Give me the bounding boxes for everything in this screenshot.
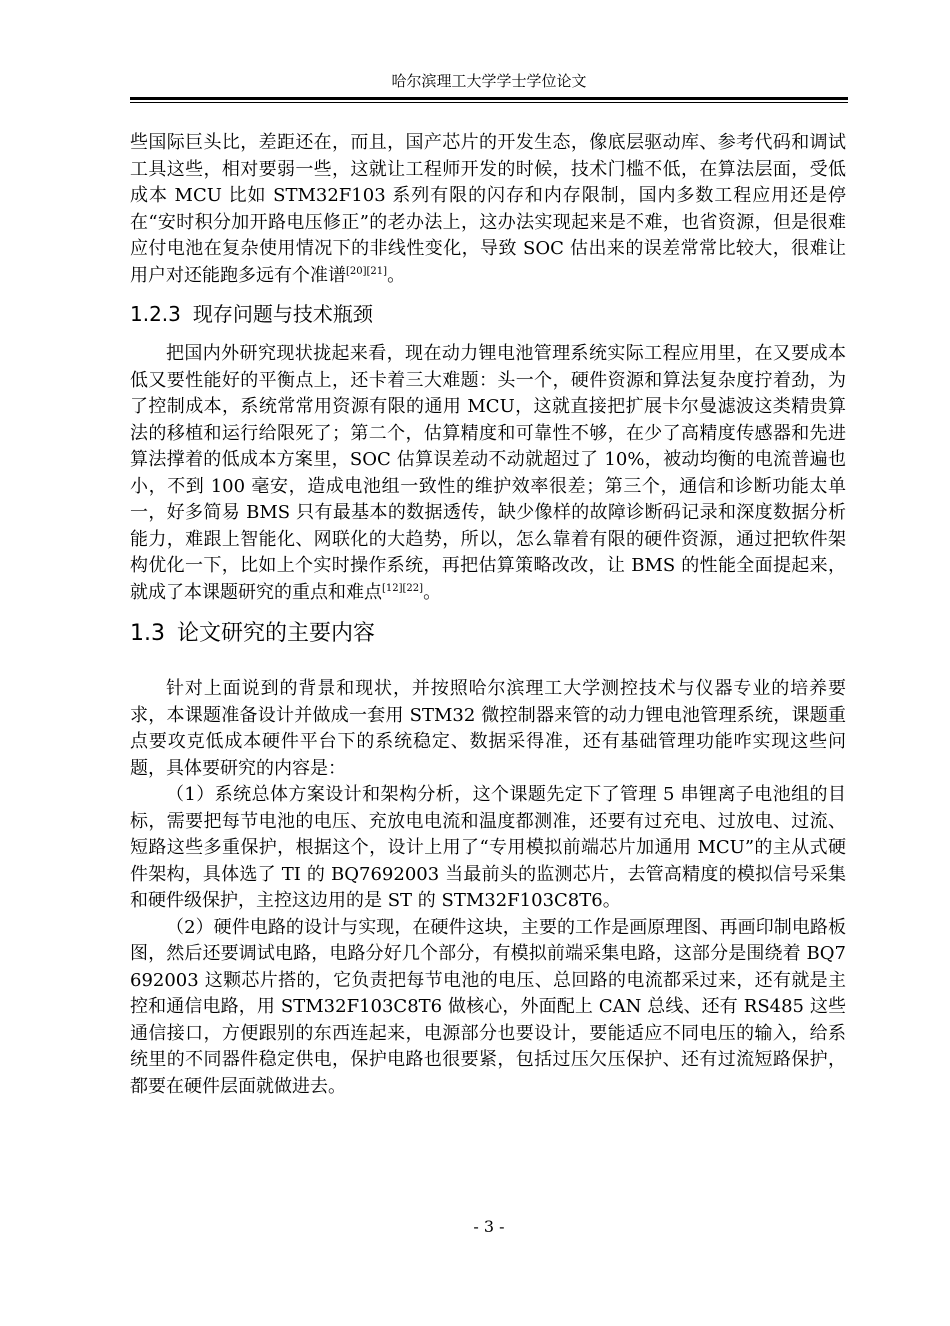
paragraph-end: 。 [387, 264, 406, 286]
page-number: - 3 - [473, 1217, 505, 1236]
header-rule-thin [130, 102, 848, 103]
paragraph-text: 把国内外研究现状拢起来看，现在动力锂电池管理系统实际工程应用里，在又要成本低又要性能好的平衡点上，还卡着三大难题：头一个，硬件资源和算法复杂度拧着劲，为了控制成本，系统常常用资源有限的通用 MCU，这就直接把扩展卡尔曼滤波这类精贵算法的移植和运行给限死了；第二个，估算精度和可靠性不够，在少了高精度传感器和先进算法撑着的低成本方案里，SOC 估算误差动不动就超过了 10%，被动均衡的电流普遍也小，不到 100 毫安，造成电池组一致性的维护效率很差；第三个，通信和诊断功能太单一，好多简易 BMS 只有最基本的数据透传，缺少像样的故障诊断码记录和深度数据分析能力，难跟上智能化、网联化的大趋势，所以，怎么靠着有限的硬件资源，通过把软件架构优化一下，比如上个实时操作系统，再把估算策略改改，让 BMS 的性能全面提起来，就成了本课题研究的重点和难点 [130, 343, 846, 603]
section-heading-1-3 [130, 618, 846, 650]
paragraph-continuation [130, 130, 846, 289]
section-heading-1-2-3 [130, 299, 846, 329]
document-body [130, 130, 846, 1100]
header-rule-thick [130, 97, 848, 100]
citation: [20][21] [346, 265, 388, 277]
paragraph-text: 些国际巨头比，差距还在，而且，国产芯片的开发生态，像底层驱动库、参考代码和调试工具这些，相对要弱一些，这就让工程师开发的时候，技术门槛不低，在算法层面，受低成本 MCU 比如 STM32F103 系列有限的闪存和内存限制，国内多数工程应用还是停在“安时积分加开路电压修正”的老办法上，这办法实现起来是不难，也省资源，但是很难应付电池在复杂使用情况下的非线性变化，导致 SOC 估出来的误差常常比较大，很难让用户对还能跑多远有个准谱 [130, 132, 846, 286]
section-title: 现存问题与技术瓶颈 [192, 302, 373, 326]
section-number: 1.3 [130, 621, 165, 646]
paragraph-problems [130, 341, 846, 606]
citation: [12][22] [382, 582, 424, 594]
paragraph-item-1: （1）系统总体方案设计和架构分析，这个课题先定下了管理 5 串锂离子电池组的目标，需要把每节电池的电压、充放电电流和温度都测准，还要有过充电、过放电、过流、短路这些多重保护，根据这个，设计上用了“专用模拟前端芯片加通用 MCU”的主从式硬件架构，具体选了 TI 的 BQ7692003 当最前头的监测芯片，去管高精度的模拟信号采集和硬件级保护，主控这边用的是 ST 的 STM32F103C8T6。 [130, 784, 846, 911]
paragraph-end: 。 [423, 581, 442, 603]
paragraph-intro: 针对上面说到的背景和现状，并按照哈尔滨理工大学测控技术与仪器专业的培养要求，本课题准备设计并做成一套用 STM32 微控制器来管的动力锂电池管理系统，课题重点要攻克低成本硬件平台下的系统稳定、数据采得准，还有基础管理功能咋实现这些问题，具体要研究的内容是： [130, 678, 846, 779]
section-number: 1.2.3 [130, 302, 181, 326]
page-header: 哈尔滨理工大学学士学位论文 [391, 72, 587, 90]
section-title: 论文研究的主要内容 [177, 621, 376, 646]
paragraph-item-2: （2）硬件电路的设计与实现，在硬件这块，主要的工作是画原理图、再画印制电路板图，然后还要调试电路，电路分好几个部分，有模拟前端采集电路，这部分是围绕着 BQ7692003 这颗芯片搭的，它负责把每节电池的电压、总回路的电流都采过来，还有就是主控和通信电路，用 STM32F103C8T6 做核心，外面配上 CAN 总线、还有 RS485 这些通信接口，方便跟别的东西连起来，电源部分也要设计，要能适应不同电压的输入，给系统里的不同器件稳定供电，保护电路也很要紧，包括过压欠压保护、还有过流短路保护，都要在硬件层面就做进去。 [130, 916, 846, 1097]
